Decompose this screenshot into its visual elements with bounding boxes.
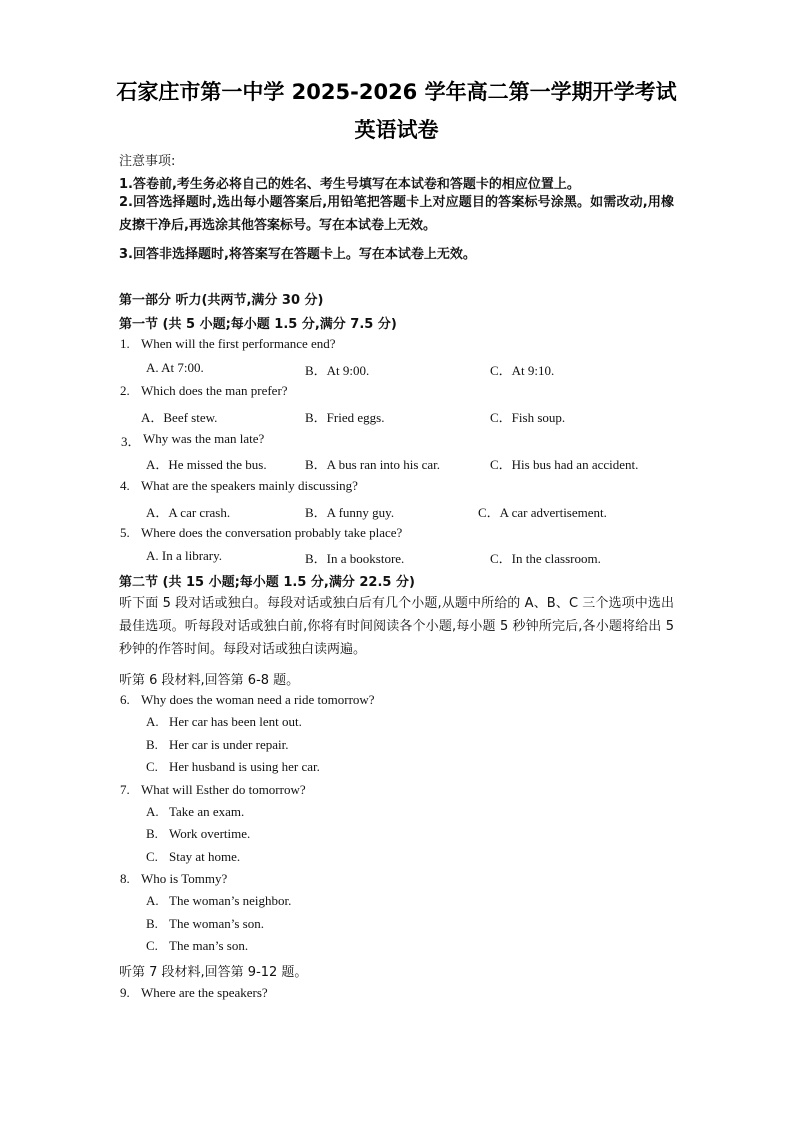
option-b: B．A bus ran into his car. — [305, 457, 441, 472]
option-c: Her husband is using her car. — [169, 759, 320, 774]
question-text: Who is Tommy? — [141, 871, 228, 886]
section2-instructions: 听下面 5 段对话或独白。每段对话或独白后有几个小题,从题中所给的 A、B、C 三个选项中选出最佳选项。听每段对话或独白前,你将有时间阅读各个小题,每小题 5 秒钟所完后,各小题将给出 5 秒钟的作答时间。每段对话或独白读两遍。 — [119, 596, 674, 657]
option-a-label: A. — [146, 893, 159, 908]
question-number: 8. — [120, 871, 130, 886]
option-a: Her car has been lent out. — [169, 714, 302, 729]
question-number: 7. — [120, 782, 130, 797]
question-text: What are the speakers mainly discussing? — [141, 478, 358, 493]
option-c-label: C. — [146, 759, 158, 774]
exam-title: 石家庄市第一中学 2025-2026 学年高二第一学期开学考试 — [116, 80, 677, 104]
option-a: A．He missed the bus. — [146, 457, 267, 472]
option-c: C．At 9:10. — [490, 363, 555, 378]
question-number: 1. — [120, 336, 130, 351]
option-b: The woman’s son. — [169, 916, 264, 931]
question-text: Why was the man late? — [143, 431, 265, 446]
option-c: Stay at home. — [169, 849, 241, 864]
question-number: 2. — [120, 383, 130, 398]
question-number: 9. — [120, 985, 130, 1000]
note-item-1: 1.答卷前,考生务必将自己的姓名、考生号填写在本试卷和答题卡的相应位置上。 — [119, 177, 580, 192]
section1-heading: 第一节 (共 5 小题;每小题 1.5 分,满分 7.5 分) — [119, 317, 397, 332]
option-a-label: A. — [146, 714, 159, 729]
option-a: A. At 7:00. — [146, 360, 204, 375]
option-c: The man’s son. — [169, 938, 249, 953]
option-c: C．Fish soup. — [490, 410, 566, 425]
question-text: When will the first performance end? — [141, 336, 336, 351]
option-b: B．A funny guy. — [305, 505, 395, 520]
option-b: B．At 9:00. — [305, 363, 370, 378]
option-c: C．His bus had an accident. — [490, 457, 639, 472]
option-b-label: B. — [146, 916, 158, 931]
question-number: 6. — [120, 692, 130, 707]
question-text: Which does the man prefer? — [141, 383, 288, 398]
option-b-label: B. — [146, 826, 158, 841]
option-c-label: C. — [146, 849, 158, 864]
option-a: A. In a library. — [146, 548, 223, 563]
question-text: Why does the woman need a ride tomorrow? — [141, 692, 375, 707]
question-text: What will Esther do tomorrow? — [141, 782, 306, 797]
option-b-label: B. — [146, 737, 158, 752]
option-c: C．In the classroom. — [490, 551, 601, 566]
option-c-label: C. — [146, 938, 158, 953]
question-text: Where does the conversation probably take place? — [141, 525, 403, 540]
option-b: B．Fried eggs. — [305, 410, 385, 425]
material-6-heading: 听第 6 段材料,回答第 6-8 题。 — [119, 673, 300, 688]
option-b: Work overtime. — [169, 826, 251, 841]
option-b: Her car is under repair. — [169, 737, 289, 752]
option-a-label: A. — [146, 804, 159, 819]
option-a: A．Beef stew. — [141, 410, 218, 425]
option-b: B．In a bookstore. — [305, 551, 405, 566]
question-number: 5. — [120, 525, 130, 540]
note-item-3: 3.回答非选择题时,将答案写在答题卡上。写在本试卷上无效。 — [119, 247, 476, 262]
option-a: The woman’s neighbor. — [169, 893, 292, 908]
question-number: 4. — [120, 478, 130, 493]
question-number: 3． — [121, 434, 141, 449]
notes-heading: 注意事项: — [119, 154, 176, 169]
option-c: C．A car advertisement. — [478, 505, 607, 520]
option-a: Take an exam. — [169, 804, 245, 819]
exam-subject-title: 英语试卷 — [354, 118, 439, 142]
question-text: Where are the speakers? — [141, 985, 268, 1000]
material-7-heading: 听第 7 段材料,回答第 9-12 题。 — [119, 965, 308, 980]
section2-heading: 第二节 (共 15 小题;每小题 1.5 分,满分 22.5 分) — [119, 575, 415, 590]
note-item-2: 2.回答选择题时,选出每小题答案后,用铅笔把答题卡上对应题目的答案标号涂黑。如需改动,用橡皮擦干净后,再选涂其他答案标号。写在本试卷上无效。 — [119, 195, 674, 233]
part1-heading: 第一部分 听力(共两节,满分 30 分) — [119, 293, 324, 308]
option-a: A．A car crash. — [146, 505, 231, 520]
